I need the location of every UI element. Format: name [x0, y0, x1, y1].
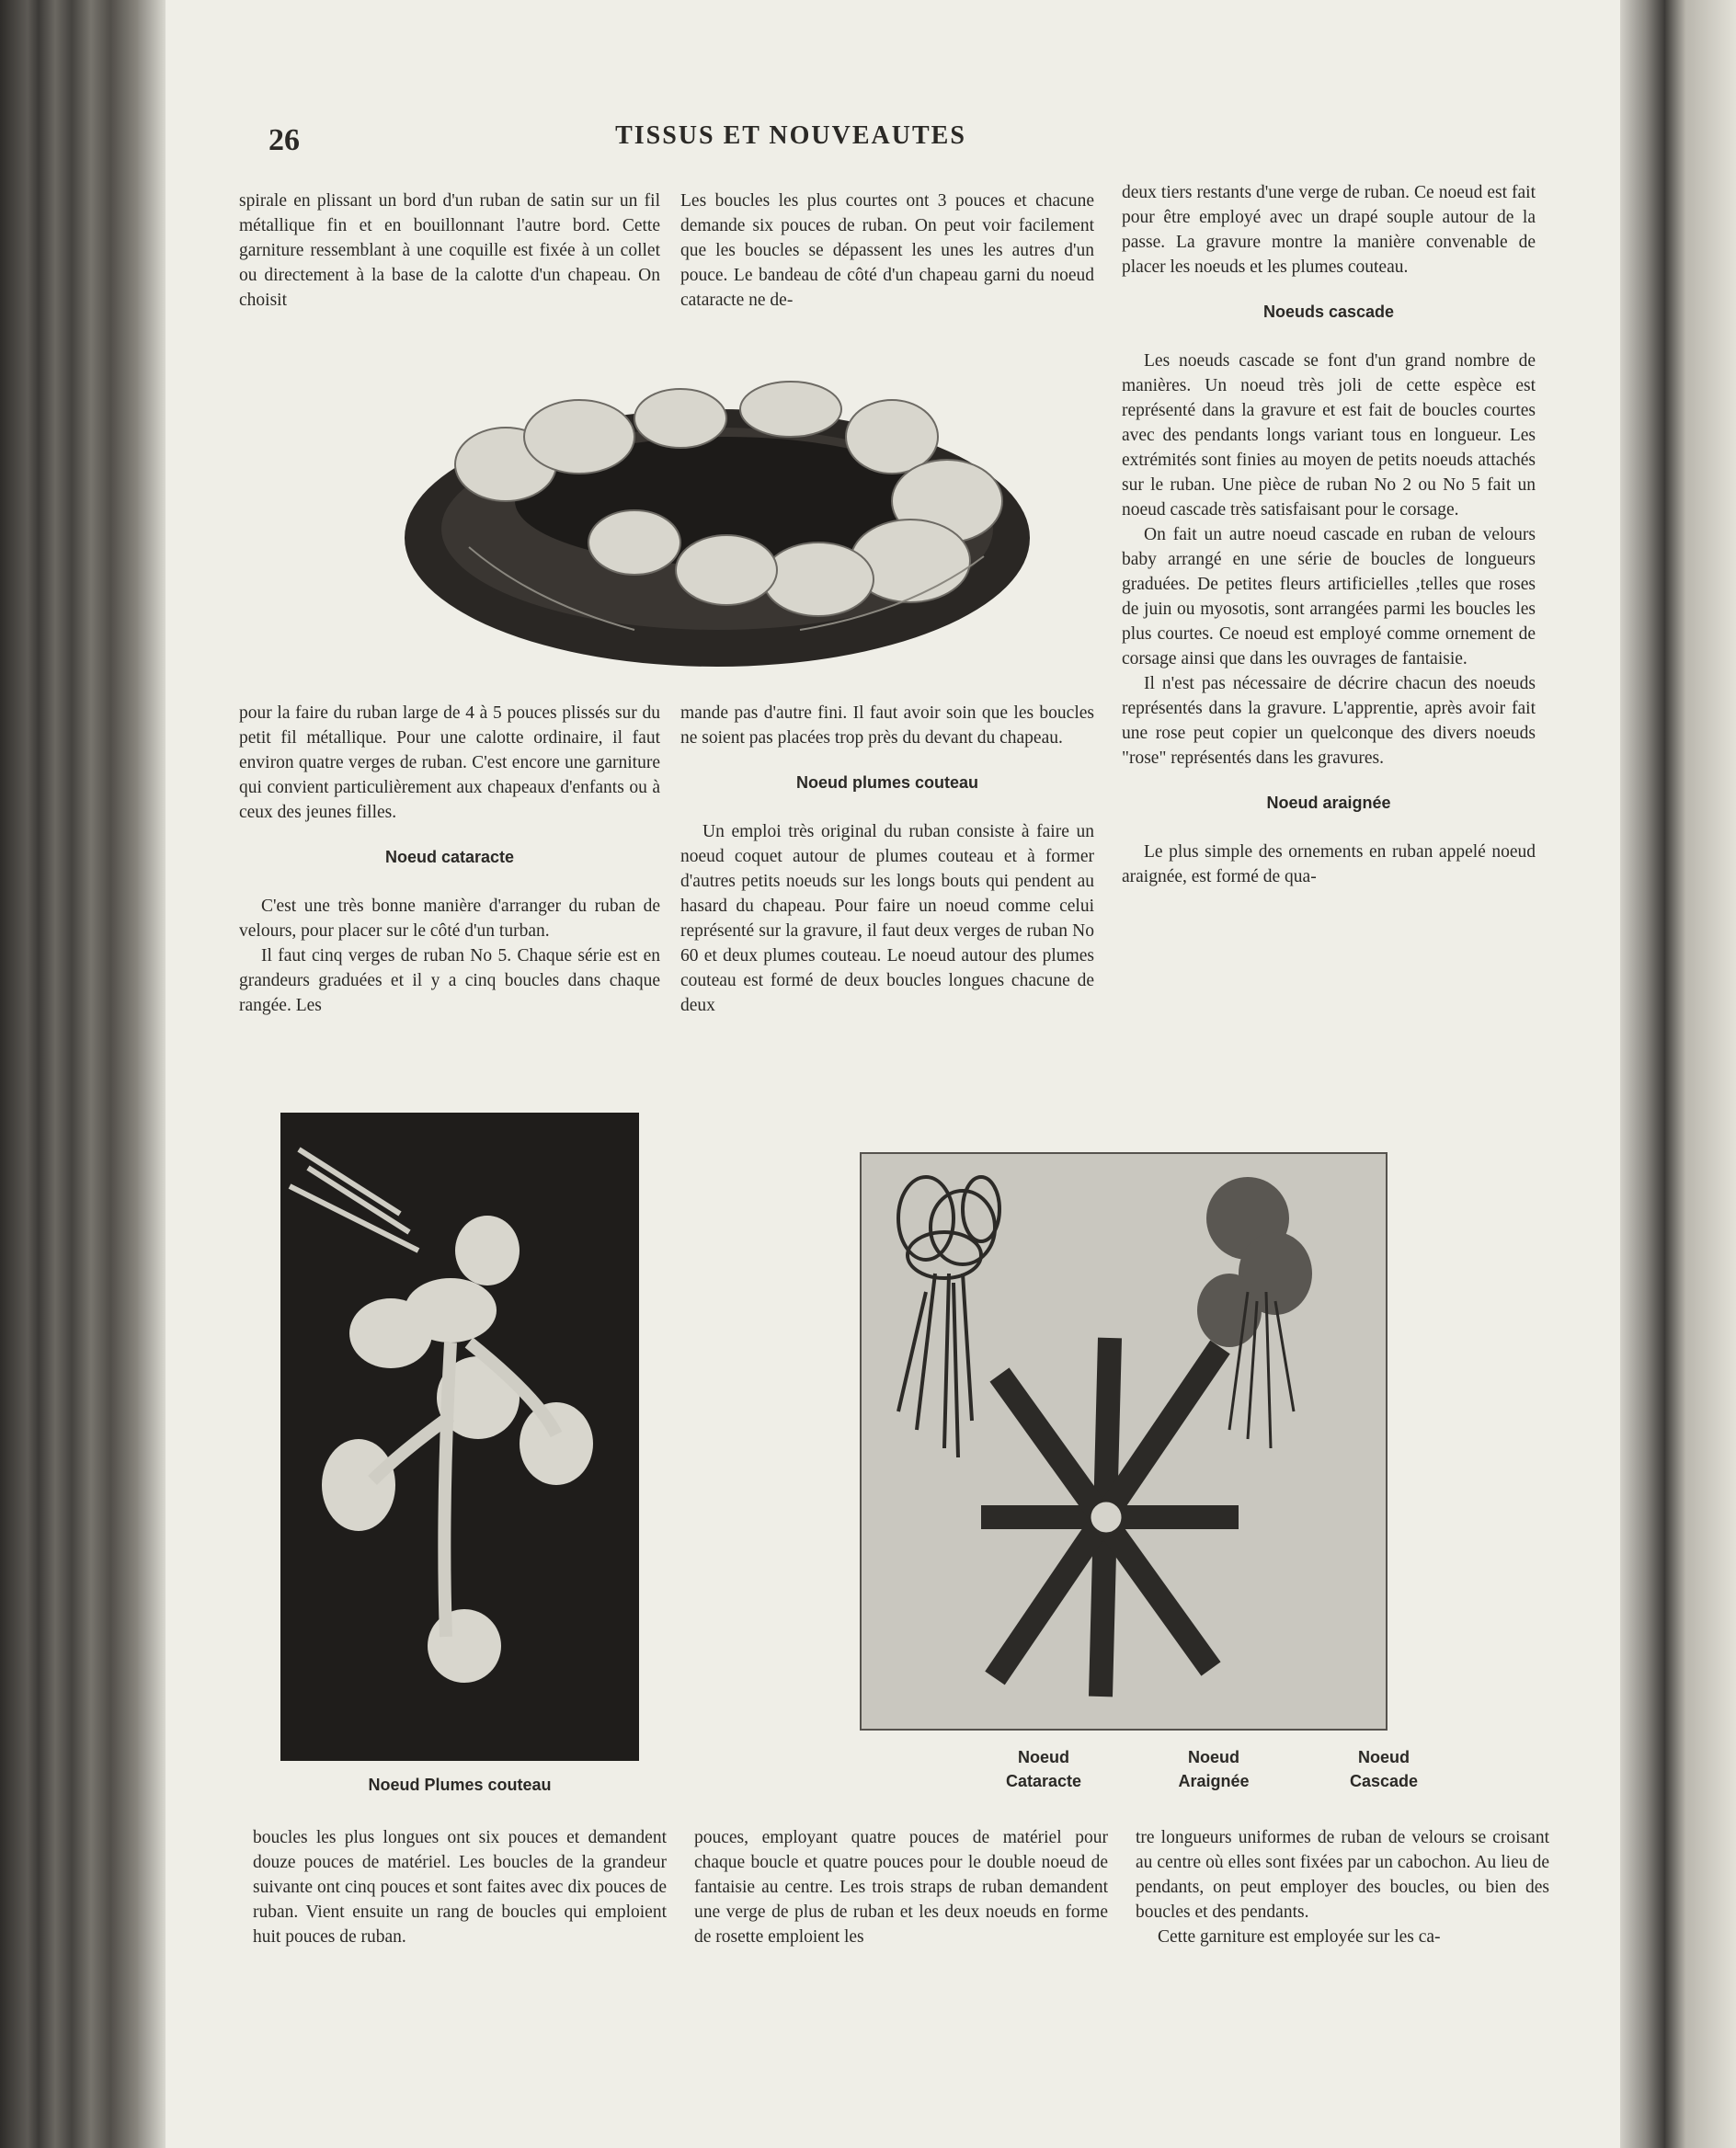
- caption-cataracte: [975, 1745, 1113, 1793]
- section-heading-cataracte: Noeud cataracte: [384, 848, 515, 866]
- noeuds-photo: [860, 1152, 1388, 1731]
- middle-col-1: [239, 701, 660, 1018]
- paragraph: mande pas d'autre fini. Il faut avoir soin que les boucles ne soient pas placées trop près du devant du chapeau.: [680, 703, 1094, 748]
- paragraph: Cette garniture est employée sur les ca-: [1158, 1927, 1441, 1947]
- hat-illustration: [395, 363, 1039, 680]
- paragraph: boucles les plus longues ont six pouces et demandent douze pouces de matériel. Les boucles de la grandeur suivante ont cinq pouces et sont faites avec dix pouces de ruban. Vient ensuite un rang de boucles qui emploient huit pouces de ruban.: [253, 1828, 667, 1947]
- paragraph: pour la faire du ruban large de 4 à 5 pouces plissés sur du petit fil métallique. Pour une calotte ordinaire, il faut environ quatre verges de ruban. C'est encore une garniture qui convient particulièrement aux chapeaux d'enfants ou à ceux des jeunes filles.: [239, 703, 660, 822]
- paragraph: Il faut cinq verges de ruban No 5. Chaque série est en grandeurs graduées et il y a cinq boucles dans chaque rangée. Les: [239, 946, 660, 1015]
- caption-line: Cascade: [1349, 1772, 1419, 1790]
- caption-line: Noeud: [1188, 1748, 1239, 1766]
- caption-line: Araignée: [1178, 1772, 1250, 1790]
- next-page-edge: [1664, 0, 1736, 2148]
- page-number: 26: [268, 123, 300, 157]
- section-heading-cascade: Noeuds cascade: [1262, 303, 1395, 321]
- paragraph: Les boucles les plus courtes ont 3 pouces et chacune demande six pouces de ruban. On peut voir facilement que les boucles se dépassent les unes les autres d'un pouce. Le bandeau de côté d'un chapeau garni du noeud cataracte ne de-: [680, 191, 1094, 310]
- paragraph: tre longueurs uniformes de ruban de velours se croisant au centre où elles sont fixées par un cabochon. Au lieu de pendants, on peut employer des boucles, ou bien des boucles et des pendants.: [1136, 1828, 1549, 1922]
- noeuds-illustration: [862, 1154, 1386, 1729]
- paragraph: C'est une très bonne manière d'arranger du ruban de velours, pour placer sur le côté d'un turban.: [239, 897, 660, 941]
- bottom-col-3: [1136, 1825, 1549, 1949]
- bottom-col-2: [694, 1825, 1108, 1949]
- magazine-page: [138, 0, 1620, 2148]
- caption-plumes: Noeud Plumes couteau: [368, 1776, 552, 1794]
- plumes-illustration: [280, 1113, 639, 1761]
- paragraph: deux tiers restants d'une verge de ruban. Ce noeud est fait pour être employé avec un drapé souple autour de la passe. La gravure montre la manière convenable de placer les noeuds et les plumes couteau.: [1122, 183, 1536, 277]
- caption-cascade: [1315, 1745, 1453, 1793]
- paragraph: On fait un autre noeud cascade en ruban de velours baby arrangé en une série de boucles de longueurs graduées. De petites fleurs artificielles ,telles que roses de juin ou myosotis, sont arrangées parmi les boucles les plus courtes. Ce noeud est employé comme ornement de corsage ainsi que dans les ouvrages de fantaisie.: [1122, 525, 1536, 668]
- paragraph: Les noeuds cascade se font d'un grand nombre de manières. Un noeud très joli de cette espèce est représenté dans la gravure et est fait de boucles courtes avec des pendants longs variant tous en longueur. Les extrémités sont finies au moyen de petits noeuds attachés sur le ruban. Une pièce de ruban No 2 ou No 5 fait un noeud cascade très satisfaisant pour le corsage.: [1122, 351, 1536, 520]
- caption-line: Noeud: [1358, 1748, 1410, 1766]
- right-column: [1122, 180, 1536, 889]
- bottom-col-1: [253, 1825, 667, 1949]
- paragraph: Un emploi très original du ruban consiste à faire un noeud coquet autour de plumes couteau et à former d'autres petits noeuds sur les longs bouts qui pendent au hasard du chapeau. Pour faire un noeud comme celui représenté sur la gravure, il faut deux verges de ruban No 60 et deux plumes couteau. Le noeud autour des plumes couteau est formé de deux boucles longues chacune de deux: [680, 822, 1094, 1015]
- caption-line: Noeud: [1018, 1748, 1069, 1766]
- paragraph: Le plus simple des ornements en ruban appelé noeud araignée, est formé de qua-: [1122, 842, 1536, 886]
- page-fold-shadow: [1618, 0, 1664, 2148]
- paragraph: spirale en plissant un bord d'un ruban de satin sur un fil métallique fin et en bouillonnant l'autre bord. Cette garniture ressemblant à une coquille est fixée à un collet ou directement à la base de la calotte d'un chapeau. On choisit: [239, 191, 660, 310]
- paragraph: pouces, employant quatre pouces de matériel pour chaque boucle et quatre pouces pour le double noeud de fantaisie au centre. Les trois straps de ruban demandent une verge de plus de ruban et les deux noeuds en forme de rosette emploient les: [694, 1828, 1108, 1947]
- top-col-2: [680, 189, 1094, 313]
- caption-araignee: [1140, 1745, 1287, 1793]
- paragraph: Il n'est pas nécessaire de décrire chacun des noeuds représentés dans la gravure. L'apprentie, après avoir fait une rose peut copier un quelconque des divers noeuds "rose" représentés dans les gravures.: [1122, 674, 1536, 768]
- page-gutter: [138, 0, 166, 2148]
- caption-line: Cataracte: [1005, 1772, 1082, 1790]
- top-col-1: [239, 189, 660, 313]
- middle-col-2: [680, 701, 1094, 1018]
- hat-photo: [395, 363, 1039, 680]
- section-heading-araignee: Noeud araignée: [1266, 794, 1391, 812]
- section-heading-plumes: Noeud plumes couteau: [795, 773, 979, 792]
- book-spine-edge: [0, 0, 138, 2148]
- plumes-photo: [280, 1113, 639, 1761]
- running-title: TISSUS ET NOUVEAUTES: [615, 121, 966, 150]
